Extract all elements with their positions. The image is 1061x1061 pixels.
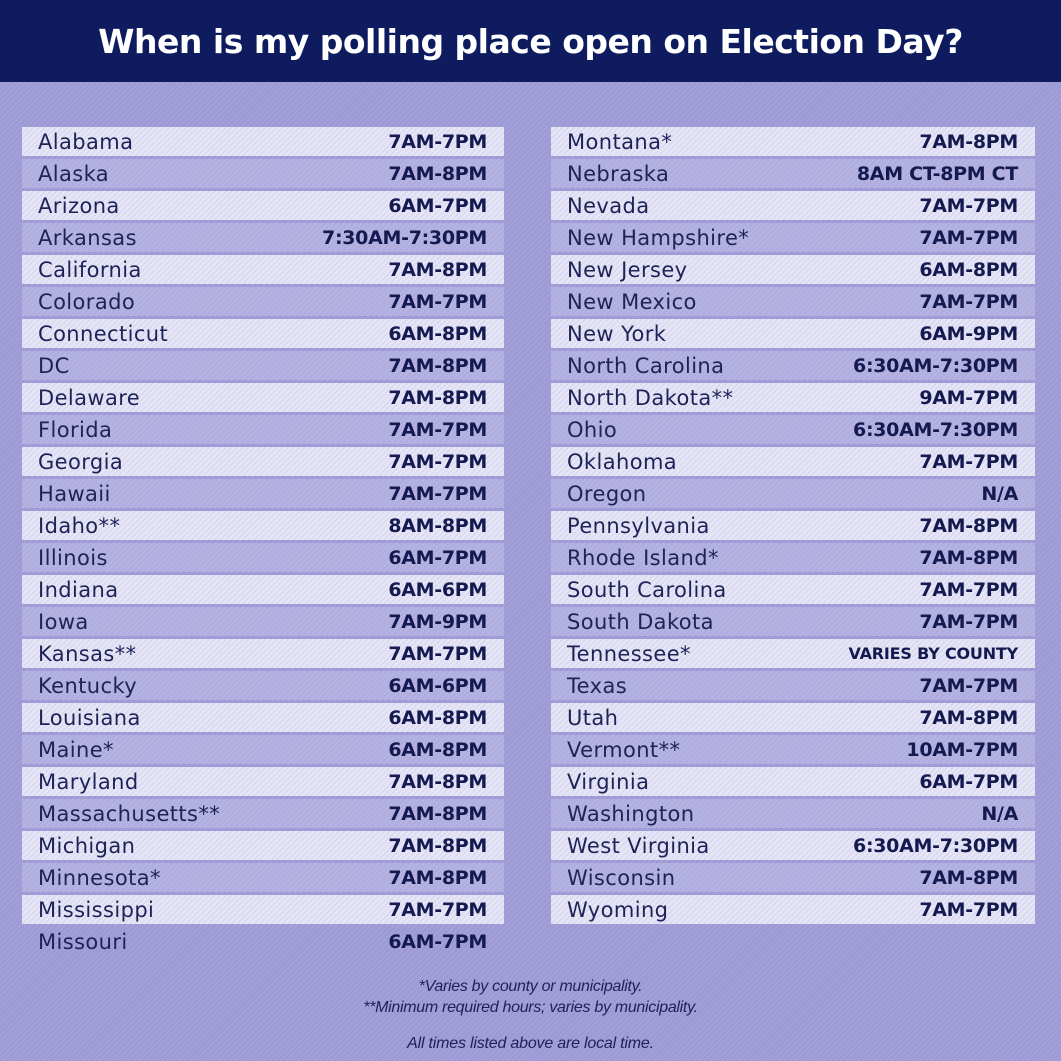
polling-hours: 6:30AM-7:30PM bbox=[853, 834, 1018, 857]
state-name: North Carolina bbox=[567, 353, 725, 378]
polling-hours: VARIES BY COUNTY bbox=[848, 644, 1018, 663]
state-name: Mississippi bbox=[38, 897, 155, 922]
polling-hours: 7AM-8PM bbox=[919, 706, 1018, 729]
state-name: California bbox=[38, 257, 142, 282]
state-name: North Dakota** bbox=[567, 385, 734, 410]
state-name: Washington bbox=[567, 801, 695, 826]
polling-hours: 7AM-8PM bbox=[388, 834, 487, 857]
state-row bbox=[22, 831, 504, 860]
state-row bbox=[22, 191, 504, 220]
state-name: Vermont** bbox=[567, 737, 681, 762]
polling-hours: 7AM-7PM bbox=[919, 290, 1018, 313]
state-name: Wisconsin bbox=[567, 865, 676, 890]
state-name: Michigan bbox=[38, 833, 136, 858]
state-name: Pennsylvania bbox=[567, 513, 710, 538]
state-row bbox=[551, 191, 1035, 220]
state-name: Hawaii bbox=[38, 481, 111, 506]
state-name: DC bbox=[38, 353, 70, 378]
state-row bbox=[551, 735, 1035, 764]
state-row bbox=[551, 127, 1035, 156]
polling-hours: 10AM-7PM bbox=[906, 738, 1018, 761]
state-row bbox=[22, 479, 504, 508]
state-row bbox=[551, 767, 1035, 796]
state-row bbox=[551, 415, 1035, 444]
polling-hours: 6AM-7PM bbox=[388, 194, 487, 217]
state-row bbox=[22, 735, 504, 764]
state-row bbox=[551, 895, 1035, 924]
polling-hours: 7AM-7PM bbox=[388, 898, 487, 921]
state-name: Nebraska bbox=[567, 161, 670, 186]
polling-hours: 7AM-9PM bbox=[388, 610, 487, 633]
state-row bbox=[551, 255, 1035, 284]
polling-hours: 7AM-7PM bbox=[388, 290, 487, 313]
polling-hours: 6AM-6PM bbox=[388, 674, 487, 697]
state-row bbox=[22, 383, 504, 412]
polling-hours: 7:30AM-7:30PM bbox=[322, 226, 487, 249]
state-name: Alabama bbox=[38, 129, 134, 154]
state-name: Colorado bbox=[38, 289, 136, 314]
footnote-double-asterisk: **Minimum required hours; varies by municipality. bbox=[363, 999, 698, 1016]
state-row bbox=[551, 479, 1035, 508]
state-row bbox=[22, 863, 504, 892]
footnotes bbox=[0, 976, 1061, 1053]
state-row bbox=[22, 223, 504, 252]
state-row bbox=[551, 159, 1035, 188]
state-name: Arizona bbox=[38, 193, 120, 218]
state-name: West Virginia bbox=[567, 833, 710, 858]
state-name: Wyoming bbox=[567, 897, 669, 922]
polling-hours: 7AM-8PM bbox=[388, 386, 487, 409]
polling-hours: 7AM-7PM bbox=[388, 642, 487, 665]
polling-hours: 7AM-8PM bbox=[388, 162, 487, 185]
state-name: Maine* bbox=[38, 737, 114, 762]
polling-hours: 6AM-8PM bbox=[388, 738, 487, 761]
state-row bbox=[551, 383, 1035, 412]
polling-hours: 6AM-7PM bbox=[388, 930, 487, 953]
state-row bbox=[22, 639, 504, 668]
state-name: Ohio bbox=[567, 417, 618, 442]
polling-hours: 6AM-8PM bbox=[388, 322, 487, 345]
state-name: New York bbox=[567, 321, 667, 346]
state-name: New Jersey bbox=[567, 257, 688, 282]
polling-hours: 6AM-6PM bbox=[388, 578, 487, 601]
polling-hours: 6AM-8PM bbox=[388, 706, 487, 729]
polling-hours: 6AM-8PM bbox=[919, 258, 1018, 281]
state-row bbox=[551, 575, 1035, 604]
state-name: Idaho** bbox=[38, 513, 121, 538]
state-name: Delaware bbox=[38, 385, 141, 410]
state-row bbox=[22, 351, 504, 380]
state-name: South Dakota bbox=[567, 609, 714, 634]
polling-hours: N/A bbox=[981, 802, 1018, 825]
polling-hours: 7AM-7PM bbox=[388, 482, 487, 505]
state-name: Louisiana bbox=[38, 705, 141, 730]
state-row bbox=[22, 895, 504, 924]
polling-hours: 8AM-8PM bbox=[388, 514, 487, 537]
state-name: Montana* bbox=[567, 129, 673, 154]
polling-hours: 6:30AM-7:30PM bbox=[853, 354, 1018, 377]
state-row bbox=[22, 703, 504, 732]
polling-hours: 7AM-7PM bbox=[919, 450, 1018, 473]
state-row bbox=[22, 287, 504, 316]
state-row bbox=[22, 671, 504, 700]
state-name: Indiana bbox=[38, 577, 119, 602]
state-row bbox=[551, 319, 1035, 348]
polling-hours: 7AM-8PM bbox=[919, 866, 1018, 889]
state-name: New Mexico bbox=[567, 289, 697, 314]
state-name: Tennessee* bbox=[567, 641, 691, 666]
state-name: Utah bbox=[567, 705, 619, 730]
polling-hours: N/A bbox=[981, 482, 1018, 505]
polling-hours: 7AM-7PM bbox=[388, 418, 487, 441]
state-row bbox=[551, 287, 1035, 316]
polling-hours: 7AM-8PM bbox=[388, 258, 487, 281]
state-row bbox=[22, 159, 504, 188]
state-row bbox=[22, 255, 504, 284]
state-name: Kentucky bbox=[38, 673, 138, 698]
polling-hours: 7AM-7PM bbox=[388, 450, 487, 473]
state-name: Nevada bbox=[567, 193, 650, 218]
state-name: Massachusetts** bbox=[38, 801, 221, 826]
local-time-note: All times listed above are local time. bbox=[407, 1035, 654, 1052]
polling-hours: 6AM-7PM bbox=[388, 546, 487, 569]
state-row bbox=[551, 351, 1035, 380]
state-row bbox=[551, 447, 1035, 476]
state-name: Maryland bbox=[38, 769, 139, 794]
polling-hours: 7AM-8PM bbox=[388, 802, 487, 825]
state-row bbox=[22, 607, 504, 636]
footnote-single-asterisk: *Varies by county or municipality. bbox=[418, 978, 643, 995]
state-row bbox=[551, 799, 1035, 828]
state-row bbox=[551, 671, 1035, 700]
polling-hours: 7AM-7PM bbox=[919, 194, 1018, 217]
state-row bbox=[551, 831, 1035, 860]
state-name: Rhode Island* bbox=[567, 545, 719, 570]
state-row bbox=[22, 511, 504, 540]
state-row bbox=[551, 511, 1035, 540]
state-name: Iowa bbox=[38, 609, 89, 634]
state-name: Connecticut bbox=[38, 321, 169, 346]
polling-hours: 7AM-7PM bbox=[919, 674, 1018, 697]
polling-hours: 9AM-7PM bbox=[919, 386, 1018, 409]
polling-hours: 7AM-7PM bbox=[919, 898, 1018, 921]
state-name: Oklahoma bbox=[567, 449, 678, 474]
title-bar bbox=[0, 0, 1061, 82]
polling-hours: 6AM-9PM bbox=[919, 322, 1018, 345]
state-row bbox=[22, 319, 504, 348]
polling-hours: 6AM-7PM bbox=[919, 770, 1018, 793]
polling-hours: 7AM-8PM bbox=[388, 354, 487, 377]
state-row bbox=[551, 607, 1035, 636]
state-row bbox=[22, 543, 504, 572]
state-row bbox=[22, 927, 504, 956]
polling-hours: 7AM-7PM bbox=[919, 610, 1018, 633]
state-row bbox=[551, 223, 1035, 252]
polling-hours: 7AM-8PM bbox=[919, 546, 1018, 569]
state-row bbox=[22, 415, 504, 444]
state-row bbox=[551, 543, 1035, 572]
polling-hours: 7AM-8PM bbox=[388, 770, 487, 793]
state-row bbox=[551, 639, 1035, 668]
state-name: Arkansas bbox=[38, 225, 137, 250]
page-title: When is my polling place open on Election Day? bbox=[98, 21, 963, 61]
state-row bbox=[22, 799, 504, 828]
state-row bbox=[22, 447, 504, 476]
state-name: Alaska bbox=[38, 161, 110, 186]
polling-hours: 7AM-8PM bbox=[388, 866, 487, 889]
polling-hours: 7AM-8PM bbox=[919, 514, 1018, 537]
state-name: Texas bbox=[567, 673, 628, 698]
polling-hours: 7AM-7PM bbox=[919, 226, 1018, 249]
left-column bbox=[22, 127, 504, 959]
state-name: South Carolina bbox=[567, 577, 727, 602]
state-name: Minnesota* bbox=[38, 865, 161, 890]
state-name: Virginia bbox=[567, 769, 650, 794]
state-row bbox=[22, 575, 504, 604]
state-name: New Hampshire* bbox=[567, 225, 750, 250]
right-column bbox=[551, 127, 1035, 927]
state-row bbox=[22, 767, 504, 796]
state-name: Florida bbox=[38, 417, 113, 442]
state-name: Oregon bbox=[567, 481, 647, 506]
polling-hours: 7AM-8PM bbox=[919, 130, 1018, 153]
state-name: Missouri bbox=[38, 929, 128, 954]
polling-hours: 7AM-7PM bbox=[388, 130, 487, 153]
state-row bbox=[551, 703, 1035, 732]
polling-hours: 7AM-7PM bbox=[919, 578, 1018, 601]
polling-hours: 8AM CT-8PM CT bbox=[856, 162, 1018, 185]
state-name: Kansas** bbox=[38, 641, 137, 666]
state-name: Illinois bbox=[38, 545, 108, 570]
polling-hours: 6:30AM-7:30PM bbox=[853, 418, 1018, 441]
state-name: Georgia bbox=[38, 449, 124, 474]
state-row bbox=[22, 127, 504, 156]
state-row bbox=[551, 863, 1035, 892]
